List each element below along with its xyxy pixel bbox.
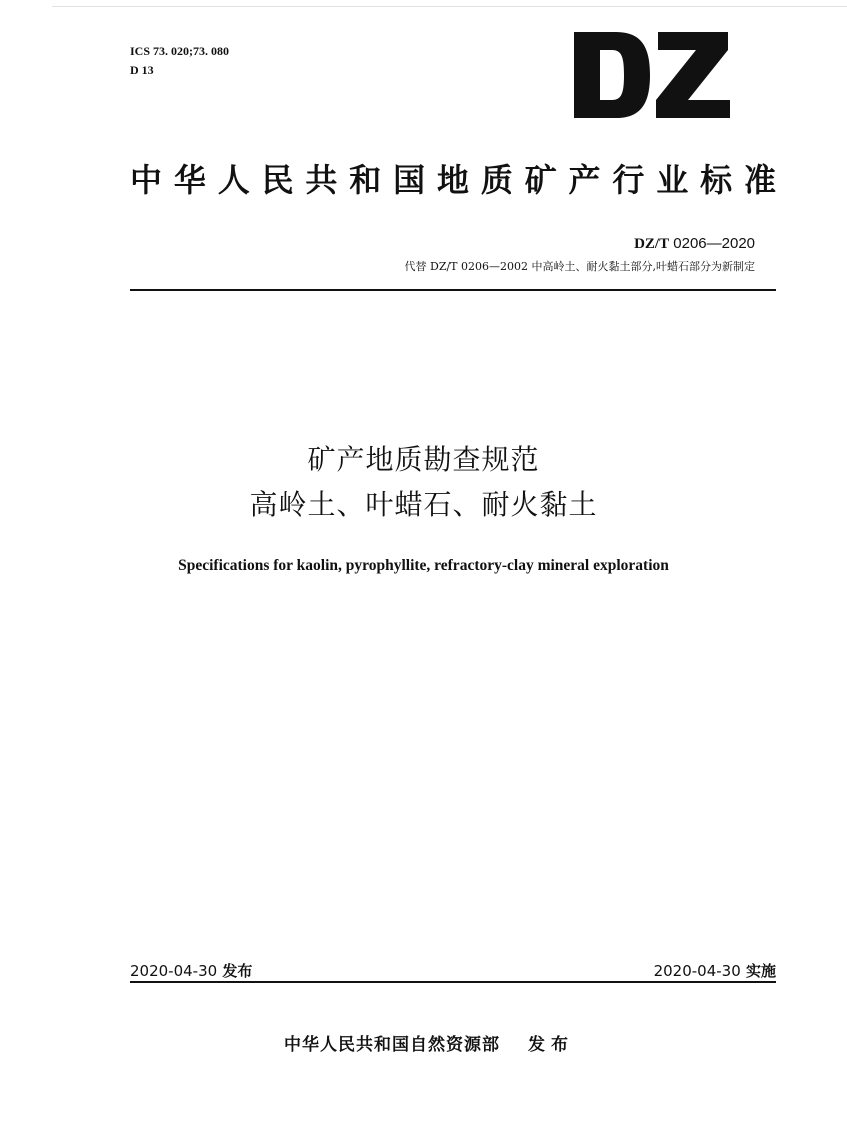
footer-rule xyxy=(130,981,776,983)
standard-number-value: 0206—2020 xyxy=(669,235,755,252)
implementation-date xyxy=(654,960,776,982)
classification-codes xyxy=(130,42,229,80)
title-cn-line1: 矿产地质勘查规范 xyxy=(307,443,540,476)
publisher-name: 中华人民共和国自然资源部 xyxy=(284,1035,500,1055)
replaces-note: 代替 DZ/T 0206—2002 中高岭土、耐火黏土部分,叶蜡石部分为新制定 xyxy=(404,260,755,273)
ccs-code: D 13 xyxy=(130,63,154,77)
dz-logo xyxy=(572,30,732,120)
standard-code: DZ/T xyxy=(634,236,670,252)
standard-number xyxy=(634,233,755,254)
top-page-rule xyxy=(52,6,847,7)
title-en: Specifications for kaolin, pyrophyllite, refractory-clay mineral exploration xyxy=(178,557,669,574)
title-cn-line2: 高岭土、叶蜡石、耐火黏土 xyxy=(249,488,598,521)
issue-date-value: 2020-04-30 xyxy=(130,962,218,980)
publisher-action: 发布 xyxy=(528,1035,574,1055)
implementation-date-label: 实施 xyxy=(740,962,776,980)
header-rule xyxy=(130,289,776,291)
issue-date xyxy=(130,960,252,982)
implementation-date-value: 2020-04-30 xyxy=(653,962,741,980)
publisher xyxy=(284,1033,574,1057)
ics-code: ICS 73. 020;73. 080 xyxy=(130,44,230,58)
issue-date-label: 发布 xyxy=(217,962,253,980)
industry-standard-title: 中华人民共和国地质矿产行业标准 xyxy=(130,161,776,199)
